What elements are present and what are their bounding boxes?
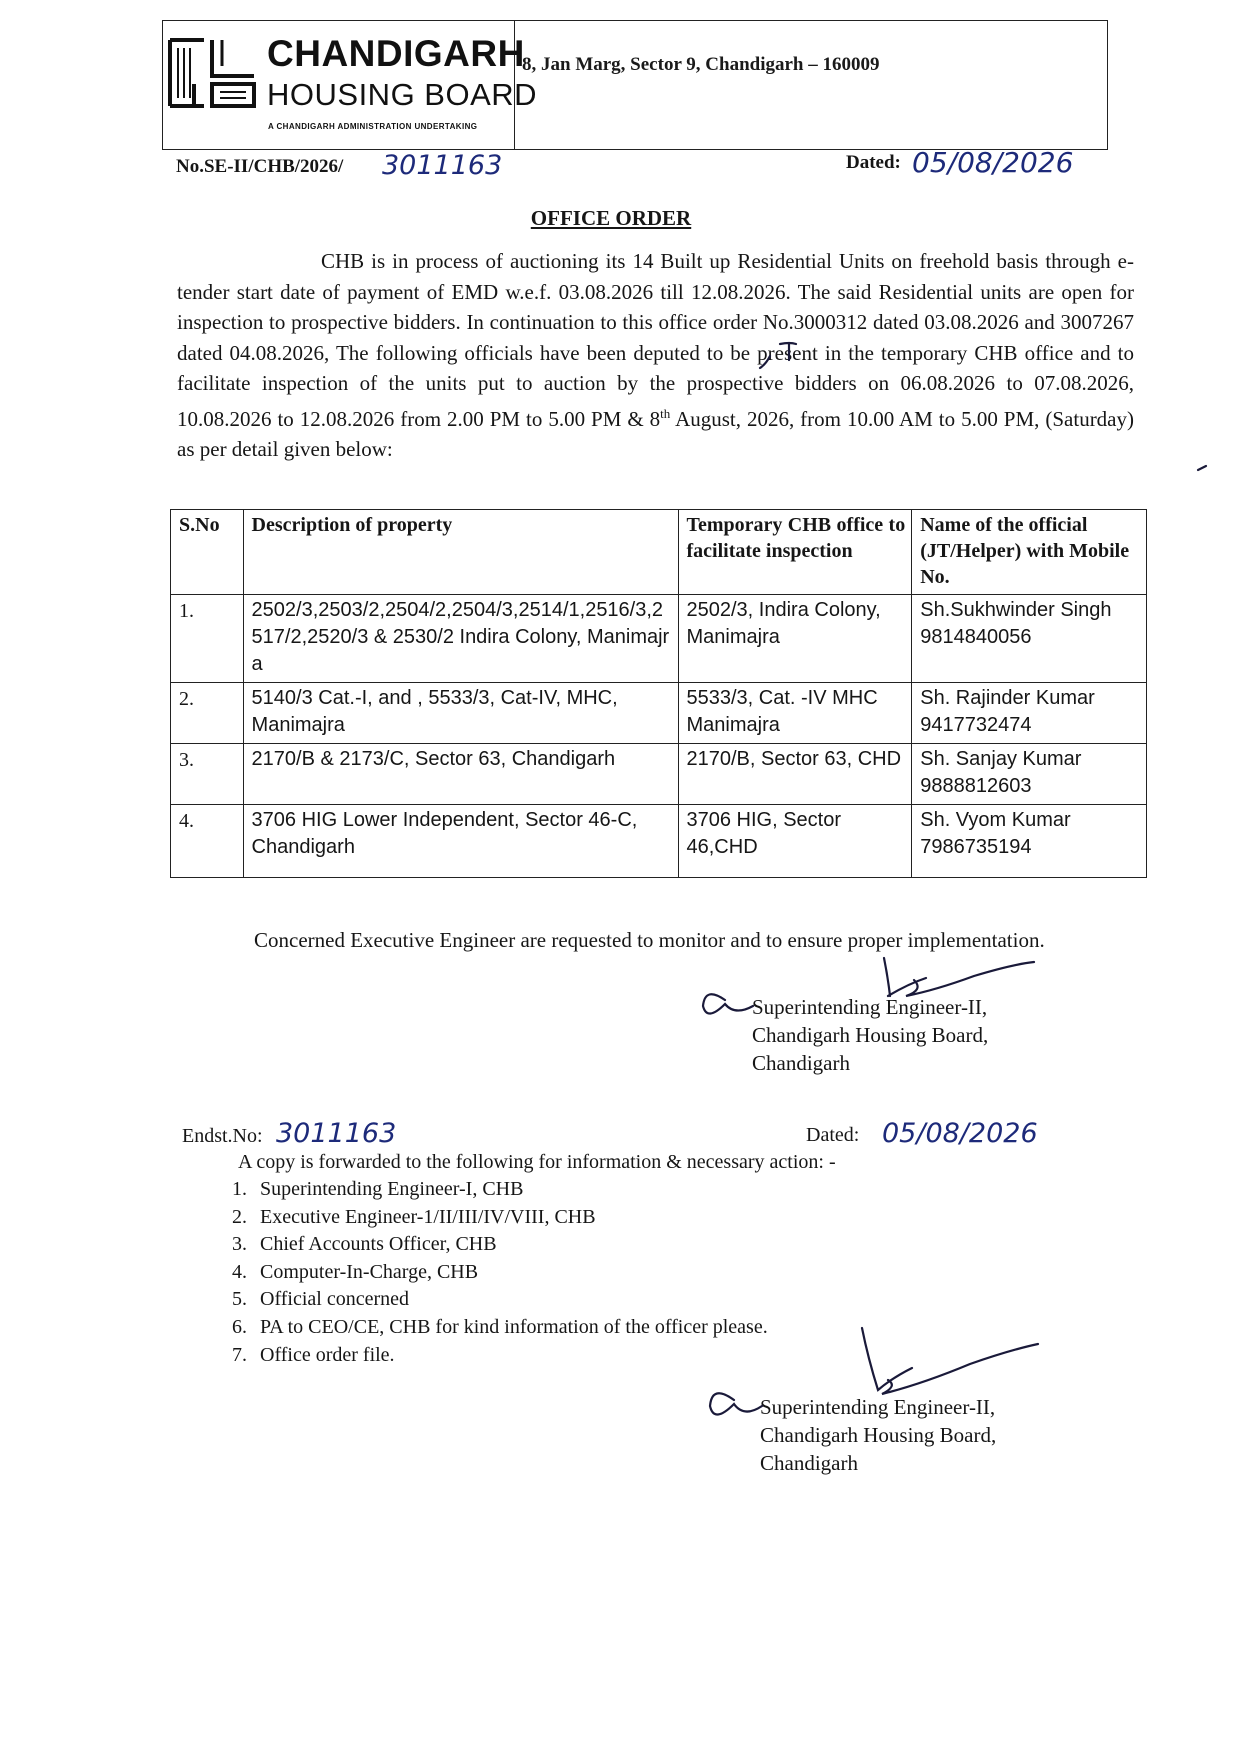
official-mobile: 9888812603 <box>920 775 1032 797</box>
header-official: Name of the official (JT/Helper) with Mobile No. <box>912 510 1147 595</box>
org-tagline: A CHANDIGARH ADMINISTRATION UNDERTAKING <box>268 122 478 131</box>
recipient-list <box>216 1176 768 1369</box>
row-sno: 3. <box>171 744 244 805</box>
row-official <box>912 805 1147 878</box>
signature-block <box>752 993 988 1077</box>
reference-number-label: No.SE-II/CHB/2026/ <box>176 156 344 177</box>
letterhead-address: 8, Jan Marg, Sector 9, Chandigarh – 160009 <box>522 54 880 75</box>
endorsement-label: Endst.No: <box>182 1125 263 1147</box>
row-sno: 1. <box>171 595 244 683</box>
row-office: 2502/3, Indira Colony, Manimajra <box>678 595 912 683</box>
signatory-city: Chandigarh <box>752 1051 850 1075</box>
row-official <box>912 595 1147 683</box>
chb-logo-icon <box>164 36 260 110</box>
header-sno: S.No <box>171 510 244 595</box>
list-item: 4. Computer-In-Charge, CHB <box>252 1259 768 1287</box>
endorsement-dated-label: Dated: <box>806 1124 860 1146</box>
row-description: 2170/B & 2173/C, Sector 63, Chandigarh <box>243 744 678 805</box>
row-official <box>912 744 1147 805</box>
list-item: 1. Superintending Engineer-I, CHB <box>252 1176 768 1204</box>
signatory-organisation: Chandigarh Housing Board, <box>760 1423 997 1447</box>
org-name-line2: HOUSING BOARD <box>267 77 538 112</box>
table-header-row <box>171 510 1147 595</box>
org-name-line1: CHANDIGARH <box>267 33 525 74</box>
body-text-post: August, 2026, from 10.00 AM to 5.00 PM, (Saturday) as per detail given below: <box>177 406 1134 461</box>
table-row <box>171 683 1147 744</box>
body-paragraph <box>177 246 1134 465</box>
signatory-designation: Superintending Engineer-II, <box>760 1395 996 1419</box>
list-item: 3. Chief Accounts Officer, CHB <box>252 1231 768 1259</box>
official-mobile: 7986735194 <box>920 836 1032 858</box>
dated-label: Dated: <box>846 152 901 173</box>
document-title: OFFICE ORDER <box>530 206 692 230</box>
header-description: Description of property <box>243 510 678 595</box>
row-official <box>912 683 1147 744</box>
header-office: Temporary CHB office to facilitate inspection <box>678 510 912 595</box>
signature-stroke <box>862 1328 1038 1394</box>
list-item: 6. PA to CEO/CE, CHB for kind information of the officer please. <box>252 1314 768 1342</box>
official-name: Sh. Rajinder Kumar <box>920 687 1095 709</box>
list-item: 2. Executive Engineer-1/II/III/IV/VIII, CHB <box>252 1204 768 1232</box>
official-name: Sh. Sanjay Kumar <box>920 748 1082 770</box>
signatory-organisation: Chandigarh Housing Board, <box>752 1023 989 1047</box>
row-office: 5533/3, Cat. -IV MHC Manimajra <box>678 683 912 744</box>
official-mobile: 9417732474 <box>920 714 1032 736</box>
signatory-city: Chandigarh <box>760 1451 858 1475</box>
row-office: 3706 HIG, Sector 46,CHD <box>678 805 912 878</box>
signature-initial-mark <box>710 1393 762 1414</box>
margin-tick <box>1198 466 1206 470</box>
list-item: 5. Official concerned <box>252 1286 768 1314</box>
concerned-note: Concerned Executive Engineer are requested to monitor and to ensure proper implementation. <box>254 928 1045 952</box>
signature-initial-mark <box>703 994 753 1013</box>
list-item: 7. Office order file. <box>252 1342 768 1370</box>
signatory-designation: Superintending Engineer-II, <box>752 995 988 1019</box>
row-description: 2502/3,2503/2,2504/2,2504/3,2514/1,2516/3,2517/2,2520/3 & 2530/2 Indira Colony, Manimajra <box>243 595 678 683</box>
body-superscript: th <box>660 405 671 421</box>
table-row <box>171 744 1147 805</box>
dated-handwritten: 05/08/2026 <box>912 146 1074 179</box>
signature-block <box>760 1393 996 1477</box>
row-office: 2170/B, Sector 63, CHD <box>678 744 912 805</box>
body-text-pre: CHB is in process of auctioning its 14 Built up Residential Units on freehold basis through e-tender start date of payment of EMD w.e.f. 03.08.2026 till 12.08.2026. The said Residential units are open for inspection to prospective bidders. In continuation to this office order No.3000312 dated 03.08.2026 and 3007267 dated 04.08.2026, The following officials have been deputed to be present in the temporary CHB office and to facilitate inspection of the units put to auction by the prospective bidders on 06.08.2026 to 07.08.2026, 10.08.2026 to 12.08.2026 from 2.00 PM to 5.00 PM & 8 <box>177 249 1134 431</box>
official-mobile: 9814840056 <box>920 626 1032 648</box>
table-row <box>171 805 1147 878</box>
units-table <box>170 509 1147 878</box>
signature-stroke <box>884 958 1034 996</box>
official-name: Sh. Vyom Kumar <box>920 809 1071 831</box>
endorsement-dated-handwritten: 05/08/2026 <box>882 1118 1038 1149</box>
endorsement-number-handwritten: 3011163 <box>276 1118 397 1149</box>
copy-forward-intro: A copy is forwarded to the following for information & necessary action: - <box>238 1151 836 1173</box>
table-row <box>171 595 1147 683</box>
reference-number-handwritten: 3011163 <box>382 150 503 181</box>
row-description: 3706 HIG Lower Independent, Sector 46-C, Chandigarh <box>243 805 678 878</box>
row-sno: 4. <box>171 805 244 878</box>
row-description: 5140/3 Cat.-I, and , 5533/3, Cat-IV, MHC, Manimajra <box>243 683 678 744</box>
row-sno: 2. <box>171 683 244 744</box>
official-name: Sh.Sukhwinder Singh <box>920 599 1112 621</box>
